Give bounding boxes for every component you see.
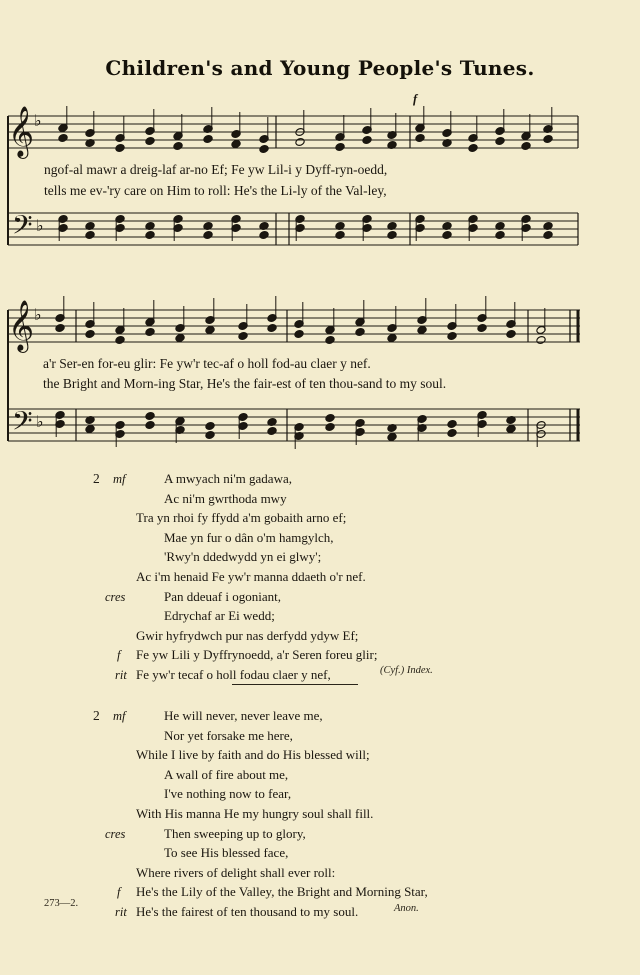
note-head: [355, 328, 365, 337]
note-head: [205, 326, 215, 335]
note-head: [468, 144, 478, 153]
verse-line: Edrychaf ar Ei wedd;: [164, 608, 275, 624]
note-head: [205, 422, 215, 431]
verse-line: I've nothing now to fear,: [164, 786, 292, 802]
note-head: [415, 134, 425, 143]
bass-clef: 𝄢: [12, 405, 33, 443]
note-head: [442, 231, 452, 240]
note-head: [295, 138, 305, 147]
note-head: [543, 231, 553, 240]
english-credit: Anon.: [394, 903, 419, 914]
note-head: [145, 231, 155, 240]
note-head: [325, 423, 335, 432]
note-head: [495, 137, 505, 146]
lyric-welsh-1: ngof-al mawr a dreig-laf ar-no Ef; Fe yw Lil-i y Dyff-ryn-oedd,: [44, 162, 388, 177]
verse-line: Ac i'm henaid Fe yw'r manna ddaeth o'r nef.: [136, 569, 366, 584]
note-head: [387, 231, 397, 240]
dynamic-marking: f: [117, 885, 121, 900]
note-head: [145, 412, 155, 421]
note-head: [115, 144, 125, 153]
treble-clef: 𝄞: [8, 106, 35, 157]
note-head: [58, 134, 68, 143]
note-head: [387, 433, 397, 442]
note-head: [259, 231, 269, 240]
note-head: [335, 143, 345, 152]
lyric-english-1: tells me ev-'ry care on Him to roll: He's the Li-ly of the Val-ley,: [44, 183, 387, 198]
verse-number: 2: [93, 471, 100, 486]
note-head: [294, 330, 304, 339]
note-head: [231, 140, 241, 149]
note-head: [325, 336, 335, 345]
dynamic-marking: cres: [105, 589, 126, 604]
note-head: [238, 332, 248, 341]
note-head: [145, 421, 155, 430]
note-head: [203, 231, 213, 240]
note-head: [536, 336, 546, 345]
note-head: [55, 324, 65, 333]
note-head: [362, 136, 372, 145]
note-head: [543, 135, 553, 144]
flat-sign: ♭: [36, 412, 44, 431]
note-head: [447, 420, 457, 429]
verse-line: To see His blessed face,: [164, 845, 289, 861]
verse-line: He's the fairest of ten thousand to my soul.: [136, 904, 359, 919]
verse-line: 'Rwy'n ddedwydd yn ei glwy';: [164, 549, 322, 565]
treble-clef: 𝄞: [8, 300, 35, 351]
note-head: [506, 425, 516, 434]
lyric-english-2: the Bright and Morn-ing Star, He's the fair-est of ten thou-sand to my soul.: [43, 376, 447, 391]
divider-rule: [232, 684, 358, 685]
note-head: [325, 414, 335, 423]
note-head: [267, 324, 277, 333]
flat-sign: ♭: [34, 111, 42, 130]
note-head: [85, 425, 95, 434]
note-head: [521, 142, 531, 151]
verse-line: Fe yw Lili y Dyffrynoedd, a'r Seren foreu glir;: [136, 647, 378, 663]
verse-line: A wall of fire about me,: [164, 766, 289, 782]
verse-line: While I live by faith and do His blessed will;: [136, 747, 370, 763]
note-head: [85, 231, 95, 240]
note-head: [506, 330, 516, 339]
flat-sign: ♭: [34, 305, 42, 324]
verse-line: A mwyach ni'm gadawa,: [164, 471, 292, 486]
note-head: [477, 324, 487, 333]
note-head: [173, 142, 183, 151]
verse-line: With His manna He my hungry soul shall fill.: [136, 806, 374, 821]
welsh-credit: (Cyf.) Index.: [380, 665, 433, 676]
bass-clef: 𝄢: [12, 209, 33, 247]
dynamic-marking: f: [117, 648, 121, 663]
note-head: [145, 328, 155, 337]
note-head: [203, 135, 213, 144]
verse-number: 2: [93, 708, 100, 723]
verse-line: Then sweeping up to glory,: [164, 825, 306, 841]
verse-line: Ac ni'm gwrthoda mwy: [164, 490, 287, 506]
flat-sign: ♭: [36, 216, 44, 235]
note-head: [175, 334, 185, 343]
note-head: [145, 137, 155, 146]
note-head: [447, 332, 457, 341]
dynamic-forte: f: [413, 92, 418, 106]
note-head: [205, 431, 215, 440]
verse-line: He's the Lily of the Valley, the Bright and Morning Star,: [136, 884, 428, 900]
note-head: [495, 231, 505, 240]
verse-line: Gwir hyfrydwch pur nas derfydd ydyw Ef;: [136, 627, 359, 643]
dynamic-marking: rit: [115, 668, 127, 682]
dynamic-marking: mf: [113, 472, 126, 486]
dynamic-marking: cres: [105, 826, 126, 841]
note-head: [417, 326, 427, 335]
note-head: [335, 231, 345, 240]
note-head: [85, 330, 95, 339]
note-head: [267, 427, 277, 436]
note-head: [447, 429, 457, 438]
dynamic-marking: rit: [115, 905, 127, 919]
note-head: [387, 334, 397, 343]
verse-line: Fe yw'r tecaf o holl fodau claer y nef,: [136, 667, 331, 682]
verse-line: Tra yn rhoi fy ffydd a'm gobaith arno ef;: [136, 510, 347, 526]
verse-line: Mae yn fur o dân o'm hamgylch,: [164, 529, 334, 545]
verse-line: He will never, never leave me,: [164, 708, 323, 723]
lyric-welsh-2: a'r Ser-en for-eu glir: Fe yw'r tec-af o holl fod-au claer y nef.: [43, 356, 371, 371]
hymn-number: 273—2.: [44, 898, 79, 909]
dynamic-marking: mf: [113, 709, 126, 723]
page-title: Children's and Young People's Tunes.: [105, 56, 535, 80]
note-head: [259, 145, 269, 154]
note-head: [115, 336, 125, 345]
verse-line: Nor yet forsake me here,: [164, 727, 293, 743]
verse-line: Pan ddeuaf i ogoniant,: [164, 588, 281, 604]
verse-line: Where rivers of delight shall ever roll:: [136, 864, 336, 880]
